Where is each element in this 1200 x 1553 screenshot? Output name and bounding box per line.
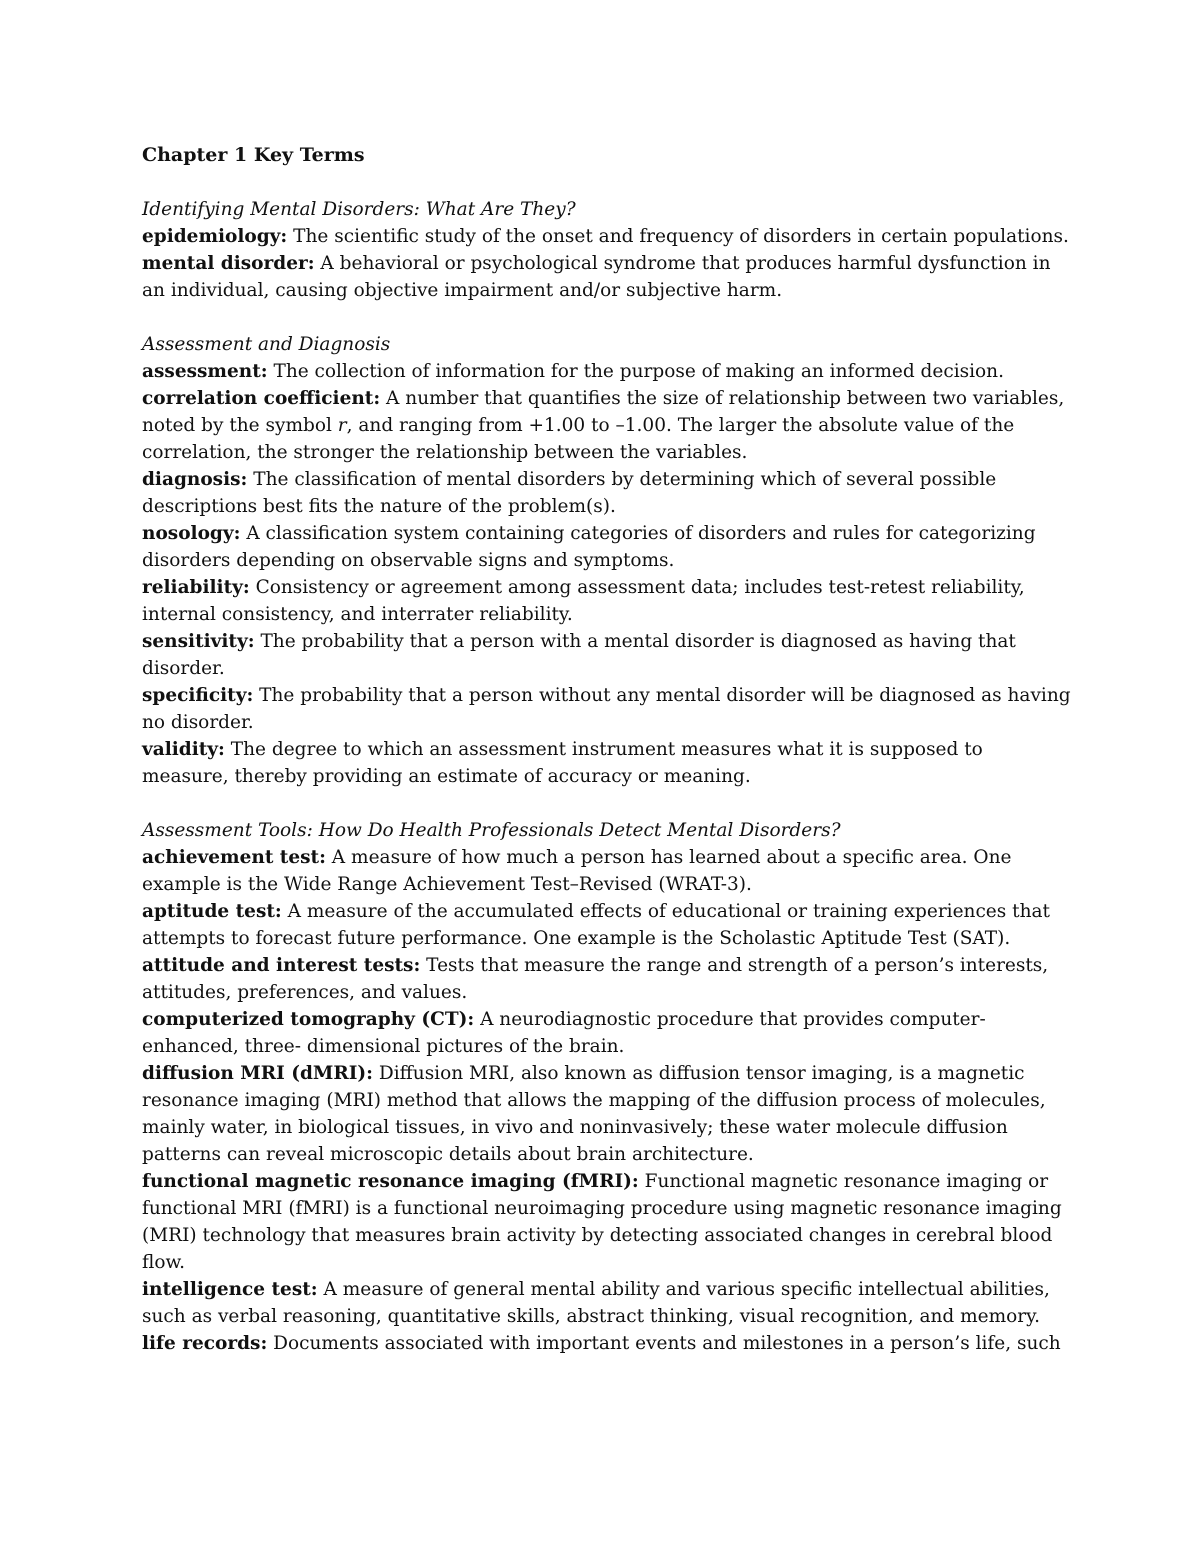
term-entry-diffusion-mri: [142, 1060, 1072, 1168]
term-entry-assessment: [142, 358, 1072, 385]
term-entry-epidemiology: [142, 223, 1072, 250]
document-title: Chapter 1 Key Terms: [142, 144, 365, 166]
term-entry-correlation-coefficient: [142, 385, 1072, 466]
term-label: specificity:: [142, 685, 254, 706]
document-page: [142, 142, 1072, 1384]
term-label: epidemiology:: [142, 226, 288, 247]
term-definition: The probability that a person without any mental disorder will be diagnosed as having no disorder.: [142, 685, 1071, 733]
term-definition: Consistency or agreement among assessment data; includes test-retest reliability, internal consistency, and interrater reliability.: [142, 577, 1025, 625]
term-definition: The collection of information for the purpose of making an informed decision.: [267, 361, 1004, 382]
term-entry-reliability: [142, 574, 1072, 628]
term-definition: A measure of the accumulated effects of educational or training experiences that attempts to forecast future performance. One example is the Scholastic Aptitude Test (SAT).: [142, 901, 1050, 949]
term-entry-diagnosis: [142, 466, 1072, 520]
term-label: reliability:: [142, 577, 250, 598]
term-label: aptitude test:: [142, 901, 282, 922]
term-label: sensitivity:: [142, 631, 255, 652]
term-definition: A measure of general mental ability and various specific intellectual abilities, such as verbal reasoning, quantitative skills, abstract thinking, visual recognition, and memory.: [142, 1279, 1050, 1327]
term-definition: Documents associated with important events and milestones in a person’s life, such: [267, 1333, 1061, 1354]
term-entry-attitude-and-interest-tests: [142, 952, 1072, 1006]
term-definition: The scientific study of the onset and frequency of disorders in certain populations.: [287, 226, 1069, 247]
term-label: functional magnetic resonance imaging (fMRI):: [142, 1171, 639, 1192]
term-definition: A number that quantifies the size of relationship between two variables, noted by the symbol r, and ranging from +1.00 to –1.00. The larger the absolute value of the correlation, the stronger the relationship between the variables.: [142, 388, 1065, 463]
section-assessment-tools: [142, 817, 1072, 1357]
term-definition: The degree to which an assessment instrument measures what it is supposed to measure, thereby providing an estimate of accuracy or meaning.: [142, 739, 983, 787]
term-definition: Tests that measure the range and strength of a person’s interests, attitudes, preferences, and values.: [142, 955, 1049, 1003]
term-entry-computerized-tomography: [142, 1006, 1072, 1060]
term-definition: The classification of mental disorders by determining which of several possible descriptions best fits the nature of the problem(s).: [142, 469, 997, 517]
term-label: life records:: [142, 1333, 268, 1354]
term-label: nosology:: [142, 523, 241, 544]
term-label: diffusion MRI (dMRI):: [142, 1063, 373, 1084]
section-assessment-and-diagnosis: [142, 331, 1072, 790]
term-entry-intelligence-test: [142, 1276, 1072, 1330]
term-entry-mental-disorder: [142, 250, 1072, 304]
term-definition: A classification system containing categories of disorders and rules for categorizing disorders depending on observable signs and symptoms.: [142, 523, 1036, 571]
term-entry-functional-mri: [142, 1168, 1072, 1276]
term-label: computerized tomography (CT):: [142, 1009, 475, 1030]
term-label: intelligence test:: [142, 1279, 318, 1300]
term-entry-validity: [142, 736, 1072, 790]
term-entry-aptitude-test: [142, 898, 1072, 952]
term-entry-life-records: [142, 1330, 1072, 1357]
term-entry-specificity: [142, 682, 1072, 736]
section-heading: Assessment and Diagnosis: [142, 334, 391, 355]
term-definition: A neurodiagnostic procedure that provides computer-enhanced, three- dimensional pictures of the brain.: [142, 1009, 986, 1057]
term-entry-achievement-test: [142, 844, 1072, 898]
term-label: attitude and interest tests:: [142, 955, 421, 976]
section-heading: Assessment Tools: How Do Health Professionals Detect Mental Disorders?: [142, 820, 841, 841]
term-label: validity:: [142, 739, 225, 760]
term-label: diagnosis:: [142, 469, 248, 490]
term-definition: A measure of how much a person has learned about a specific area. One example is the Wide Range Achievement Test–Revised (WRAT-3).: [142, 847, 1012, 895]
section-identifying-mental-disorders: [142, 196, 1072, 304]
term-definition: A behavioral or psychological syndrome that produces harmful dysfunction in an individual, causing objective impairment and/or subjective harm.: [142, 253, 1051, 301]
term-entry-sensitivity: [142, 628, 1072, 682]
term-label: mental disorder:: [142, 253, 315, 274]
term-label: correlation coefficient:: [142, 388, 381, 409]
term-entry-nosology: [142, 520, 1072, 574]
term-definition: Diffusion MRI, also known as diffusion tensor imaging, is a magnetic resonance imaging (MRI) method that allows the mapping of the diffusion process of molecules, mainly water, in biological tissues, in vivo and noninvasively; these water molecule diffusion patterns can reveal microscopic details about brain architecture.: [142, 1063, 1046, 1165]
term-definition: The probability that a person with a mental disorder is diagnosed as having that disorder.: [142, 631, 1016, 679]
term-label: assessment:: [142, 361, 268, 382]
term-definition: Functional magnetic resonance imaging or functional MRI (fMRI) is a functional neuroimaging procedure using magnetic resonance imaging (MRI) technology that measures brain activity by detecting associated changes in cerebral blood flow.: [142, 1171, 1062, 1273]
section-heading: Identifying Mental Disorders: What Are They?: [142, 199, 576, 220]
term-label: achievement test:: [142, 847, 326, 868]
